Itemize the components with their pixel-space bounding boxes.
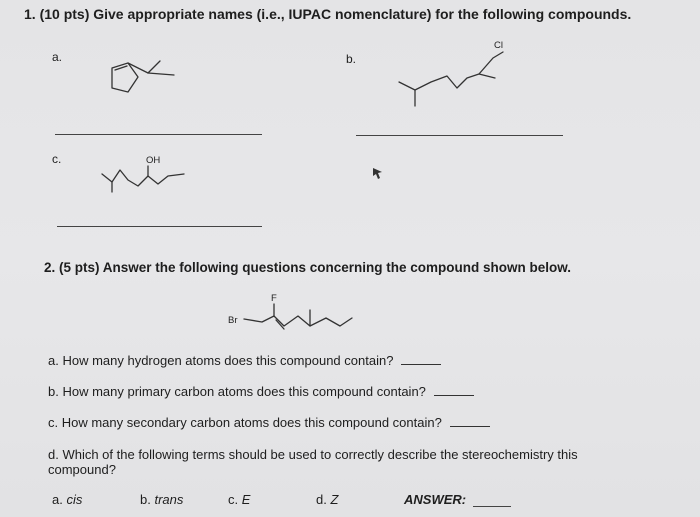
structure-1a (100, 55, 190, 105)
answer-blank-2d[interactable] (473, 506, 511, 507)
ethyl-branch (479, 74, 495, 78)
structure-2 (228, 292, 368, 337)
question-1-title: 1. (10 pts) Give appropriate names (i.e., IUPAC nomenclature) for the following compounds. (24, 6, 632, 22)
chlorine-label: Cl (494, 40, 503, 51)
option-b[interactable] (140, 492, 183, 507)
answer-blank-2a[interactable] (401, 364, 441, 365)
question-2a (48, 353, 441, 368)
label-1c: c. (52, 152, 62, 166)
answer-line-1c[interactable] (57, 226, 262, 227)
isopropyl-chain (128, 61, 160, 73)
option-a[interactable] (52, 492, 82, 507)
answer-line-1a[interactable] (55, 134, 262, 135)
bromine-label: Br (228, 315, 238, 326)
question-2b-text: b. How many primary carbon atoms does this compound contain? (48, 384, 426, 399)
answer-blank-2b[interactable] (434, 395, 474, 396)
option-a-letter: a. (52, 492, 63, 507)
question-2c (48, 415, 490, 430)
main-chain (102, 170, 184, 186)
main-chain (244, 316, 352, 326)
question-2b (48, 384, 474, 399)
option-d-term: Z (330, 492, 339, 507)
cursor-arrow-icon (373, 168, 385, 180)
answer-blank-2c[interactable] (450, 426, 490, 427)
option-c-term: E (241, 492, 251, 507)
option-b-term: trans (154, 492, 184, 507)
question-2d-text: d. Which of the following terms should be used to correctly describe the stereochemistry this compound? (48, 447, 578, 477)
option-d[interactable] (316, 492, 338, 507)
main-chain (399, 52, 503, 90)
option-b-letter: b. (140, 492, 151, 507)
option-a-term: cis (66, 492, 83, 507)
label-1a: a. (52, 50, 63, 64)
structure-1c (98, 152, 198, 197)
question-2c-text: c. How many secondary carbon atoms does this compound contain? (48, 415, 442, 430)
methyl-branch (148, 73, 174, 75)
answer-label: ANSWER: (404, 492, 467, 507)
question-2-title: 2. (5 pts) Answer the following questions concerning the compound shown below. (44, 260, 572, 275)
question-2d (48, 447, 628, 477)
label-1b: b. (346, 52, 357, 66)
option-c[interactable] (228, 492, 250, 507)
question-2a-text: a. How many hydrogen atoms does this compound contain? (48, 353, 394, 368)
option-d-letter: d. (316, 492, 327, 507)
structure-1b (395, 38, 525, 118)
hydroxyl-label: OH (146, 155, 161, 166)
fluorine-label: F (271, 293, 277, 304)
answer-line-1b[interactable] (356, 135, 563, 136)
option-c-letter: c. (228, 492, 239, 507)
